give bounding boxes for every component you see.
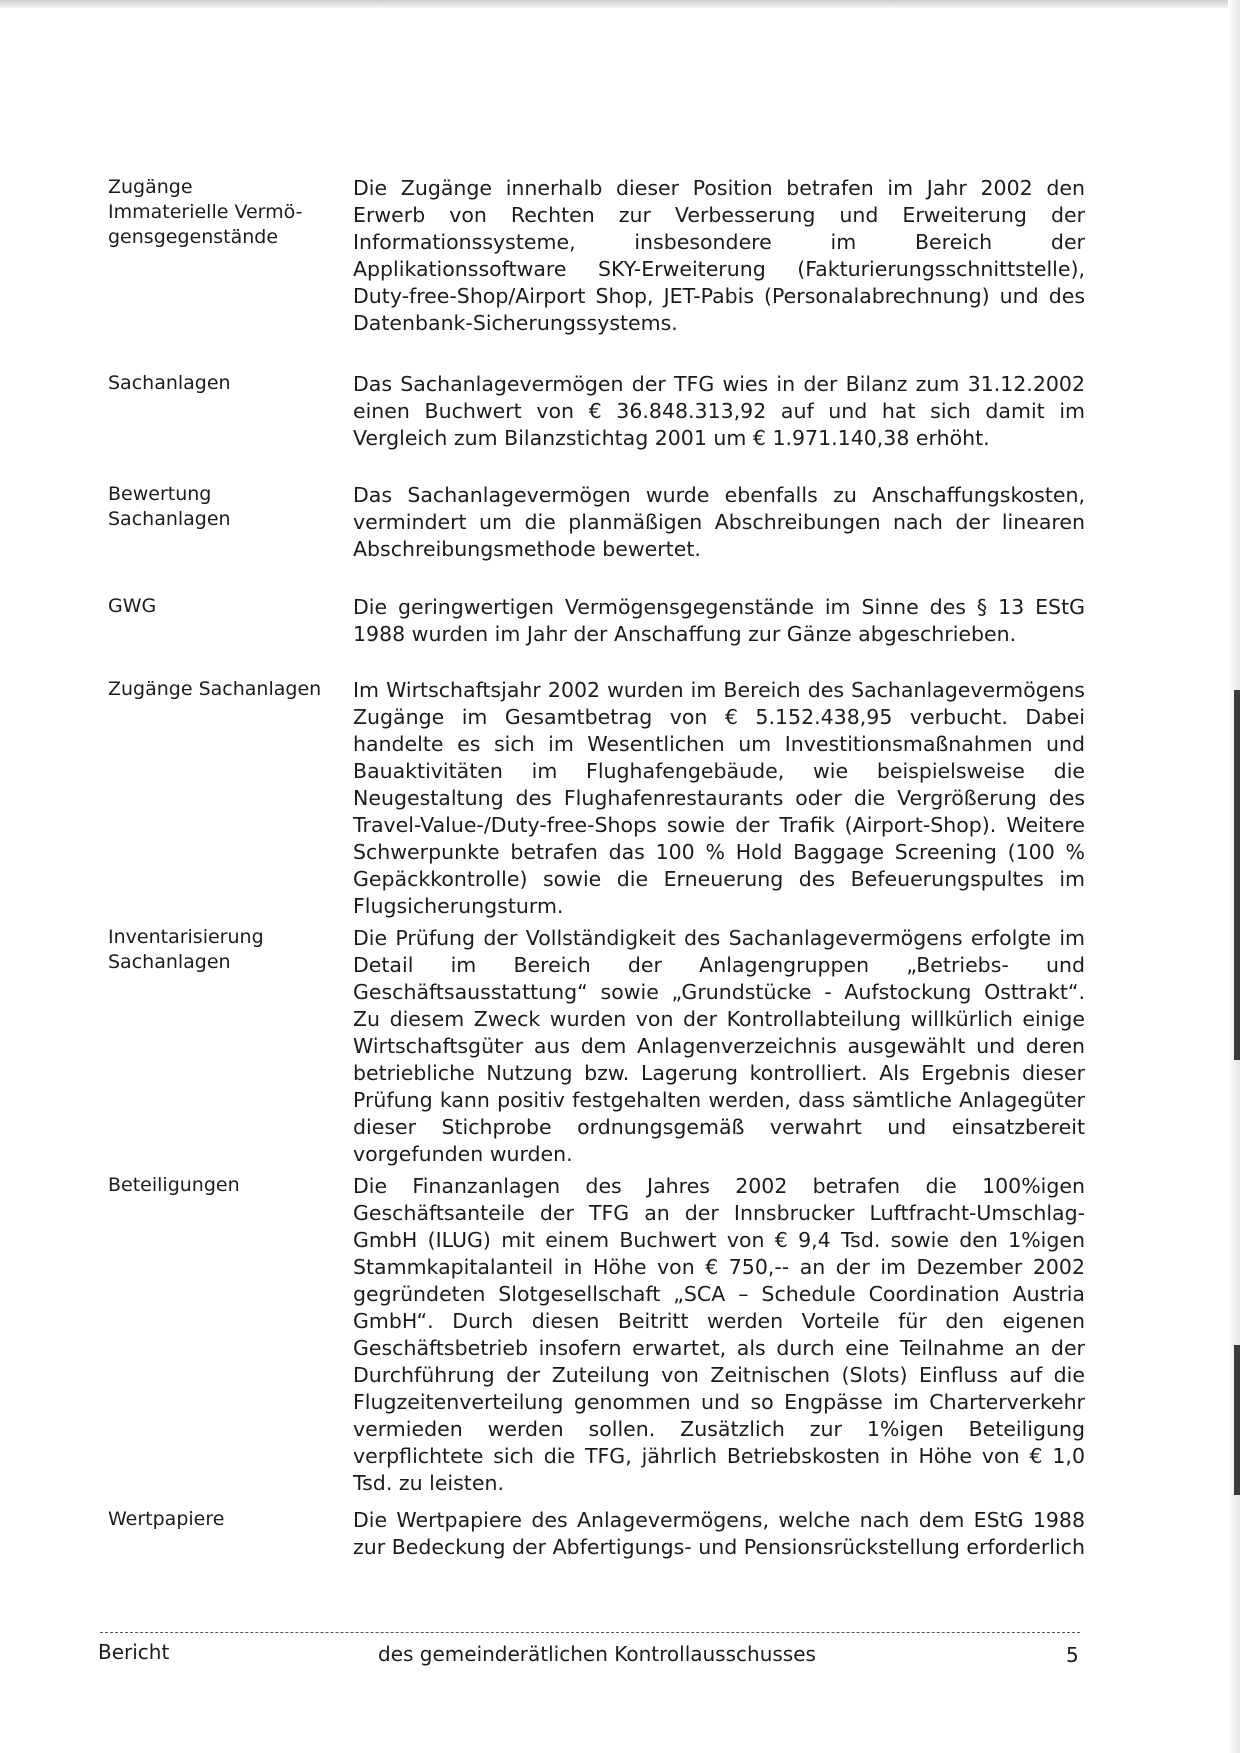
section-text: Die Wertpapiere des Anlagevermögens, welche nach dem EStG 1988 zur Bedeckung der Abfertigungs- und Pensionsrückstellung erforderlich	[353, 1508, 1085, 1559]
footer-divider	[100, 1632, 1080, 1633]
section-label: Zugänge Sachanlagen	[108, 678, 322, 700]
scan-edge-top	[0, 0, 1240, 8]
section-label: Wertpapiere	[108, 1508, 225, 1530]
section-text: Die geringwertigen Vermögensgegenstände im Sinne des § 13 EStG 1988 wurden im Jahr der Anschaffung zur Gänze abgeschrieben.	[353, 595, 1085, 646]
scan-artifact	[1234, 690, 1240, 1060]
section-label: Inventarisierung Sachanlagen	[108, 926, 264, 973]
section-text: Die Zugänge innerhalb dieser Position betrafen im Jahr 2002 den Erwerb von Rechten zur Verbesserung und Erweiterung der Informationssysteme, insbesondere im Bereich der Applikationssoftware SKY-Erweiterung (Fakturierungsschnittstelle), Duty-free-Shop/Airport Shop, JET-Pabis (Personalabrechnung) und des Datenbank-Sicherungssystems.	[353, 176, 1085, 335]
section-text: Das Sachanlagevermögen wurde ebenfalls zu Anschaffungskosten, vermindert um die planmäßigen Abschreibungen nach der linearen Abschreibungsmethode bewertet.	[353, 483, 1085, 561]
page-number: 5	[1066, 1643, 1079, 1667]
section-text: Das Sachanlagevermögen der TFG wies in der Bilanz zum 31.12.2002 einen Buchwert von € 36.848.313,92 auf und hat sich damit im Vergleich zum Bilanzstichtag 2001 um € 1.971.140,38 erhöht.	[353, 372, 1085, 450]
footer-title: des gemeinderätlichen Kontrollausschusses	[378, 1642, 816, 1666]
section-label: Beteiligungen	[108, 1174, 240, 1196]
section-label: Sachanlagen	[108, 372, 231, 394]
scan-artifact	[1234, 1345, 1240, 1495]
section-text: Im Wirtschaftsjahr 2002 wurden im Bereich des Sachanlagevermögens Zugänge im Gesamtbetrag von € 5.152.438,95 verbucht. Dabei handelte es sich im Wesentlichen um Investitionsmaßnahmen und Bauaktivitäten im Flughafengebäude, wie beispielsweise die Neugestaltung des Flughafenrestaurants oder die Vergrößerung des Travel-Value-/Duty-free-Shops sowie der Trafik (Airport-Shop). Weitere Schwerpunkte betrafen das 100 % Hold Baggage Screening (100 % Gepäckkontrolle) sowie die Erneuerung des Befeuerungspultes im Flugsicherungsturm.	[353, 678, 1085, 918]
section-text: Die Finanzanlagen des Jahres 2002 betrafen die 100%igen Geschäftsanteile der TFG an der Innsbrucker Luftfracht-Umschlag-GmbH (ILUG) mit einem Buchwert von € 9,4 Tsd. sowie den 1%igen Stammkapitalanteil in Höhe von € 750,-- an der im Dezember 2002 gegründeten Slotgesellschaft „SCA – Schedule Coordination Austria GmbH“. Durch diesen Beitritt werden Vorteile für den eigenen Geschäftsbetrieb insofern erwartet, als durch eine Teilnahme an der Durchführung der Zuteilung von Zeitnischen (Slots) Einfluss auf die Flugzeitenverteilung genommen und so Engpässe im Charterverkehr vermieden werden sollen. Zusätzlich zur 1%igen Beteiligung verpflichtete sich die TFG, jährlich Betriebskosten in Höhe von € 1,0 Tsd. zu leisten.	[353, 1174, 1085, 1495]
section-label: Bewertung Sachanlagen	[108, 483, 231, 530]
section-label: Zugänge Immaterielle Vermö- gensgegenstände	[108, 176, 303, 248]
footer-label: Bericht	[98, 1640, 170, 1664]
section-text: Die Prüfung der Vollständigkeit des Sachanlagevermögens erfolgte im Detail im Bereich der Anlagengruppen „Betriebs- und Geschäftsausstattung“ sowie „Grundstücke - Aufstockung Osttrakt“. Zu diesem Zweck wurden von der Kontrollabteilung willkürlich einige Wirtschaftsgüter aus dem Anlagenverzeichnis ausgewählt und deren betriebliche Nutzung bzw. Lagerung kontrolliert. Als Ergebnis dieser Prüfung kann positiv festgehalten werden, dass sämtliche Anlagegüter dieser Stichprobe ordnungsgemäß verwahrt und einsatzbereit vorgefunden wurden.	[353, 926, 1085, 1166]
section-label: GWG	[108, 595, 157, 617]
